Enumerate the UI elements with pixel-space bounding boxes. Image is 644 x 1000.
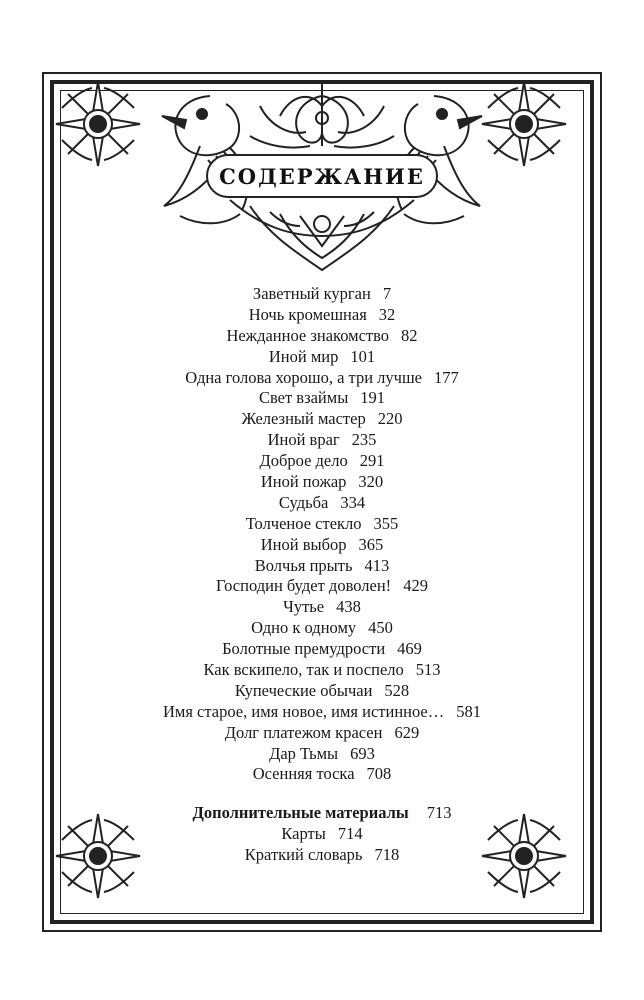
toc-entry-title: Свет взаймы — [258, 388, 349, 408]
corner-ornament-top-left — [52, 78, 144, 170]
toc-entry-title: Иной выбор — [260, 534, 347, 554]
toc-entry-page: 101 — [350, 346, 376, 366]
toc-entry-title: Железный мастер — [241, 409, 366, 429]
toc-entry-page: 581 — [456, 701, 482, 721]
toc-entry-title: Судьба — [278, 492, 329, 512]
toc-entry-page: 220 — [377, 409, 403, 429]
toc-entry-page: 629 — [394, 722, 420, 742]
toc-entry-title: Иной пожар — [260, 472, 347, 492]
toc-extra-title: Краткий словарь — [244, 845, 363, 864]
toc-entry-title: Ночь кромешная — [248, 304, 367, 324]
toc-entry-title: Одно к одному — [251, 618, 357, 638]
toc-entry-page: 693 — [350, 743, 375, 763]
toc-entry-page: 413 — [364, 555, 390, 575]
toc-entry-page: 513 — [415, 660, 441, 680]
toc-entry-page: 334 — [340, 492, 366, 512]
toc-entry-page: 429 — [403, 576, 428, 596]
title-plaque — [206, 154, 438, 198]
toc-entry-page: 82 — [401, 325, 418, 345]
toc-entry[interactable] — [60, 326, 584, 347]
toc-entry[interactable] — [60, 451, 584, 472]
toc-extra-heading[interactable] — [60, 802, 584, 823]
toc-extra-page: 713 — [426, 803, 452, 822]
toc-entry[interactable] — [60, 514, 584, 535]
toc-entry-page: 191 — [360, 388, 386, 408]
corner-ornament-top-right — [478, 78, 570, 170]
toc-entry-title: Купеческие обычаи — [234, 680, 373, 700]
toc-entry-title: Осенняя тоска — [252, 764, 355, 784]
toc-entry-title: Как вскипело, так и поспело — [203, 660, 404, 680]
page-title: СОДЕРЖАНИЕ — [219, 163, 425, 189]
toc-entry-page: 450 — [368, 618, 393, 638]
toc-entry-title: Заветный курган — [252, 284, 371, 303]
toc-entry-page: 177 — [433, 367, 459, 387]
toc-entry-title: Господин будет доволен! — [216, 576, 392, 596]
toc-entry-page: 528 — [384, 680, 410, 700]
toc-entry-page: 235 — [351, 430, 377, 450]
toc-entry-page: 355 — [373, 513, 399, 533]
toc-entry-page: 708 — [366, 764, 392, 784]
toc-entry[interactable] — [60, 472, 584, 493]
toc-extra-entry[interactable] — [60, 823, 584, 844]
toc-entry-page: 365 — [358, 534, 384, 554]
toc-entry[interactable] — [60, 660, 584, 681]
toc-entry-title: Одна голова хорошо, а три лучше — [185, 367, 422, 387]
toc-entry[interactable] — [60, 597, 584, 618]
table-of-contents — [60, 284, 584, 785]
central-vine-ornament — [250, 82, 394, 148]
toc-entry[interactable] — [60, 409, 584, 430]
toc-entry-title: Нежданное знакомство — [226, 325, 390, 345]
toc-entry[interactable] — [60, 576, 584, 597]
toc-entry[interactable] — [60, 493, 584, 514]
toc-extra-title: Дополнительные материалы — [192, 803, 409, 822]
toc-entry[interactable] — [60, 284, 584, 305]
toc-extra-page: 718 — [374, 845, 400, 864]
toc-entry-page: 291 — [359, 451, 385, 471]
toc-entry-title: Волчья прыть — [254, 555, 353, 575]
toc-extra-entry[interactable] — [60, 844, 584, 865]
toc-entry[interactable] — [60, 744, 584, 765]
toc-entry[interactable] — [60, 681, 584, 702]
toc-extra-title: Карты — [281, 824, 326, 843]
lower-pendant-ornament — [230, 200, 414, 270]
toc-extra-page: 714 — [337, 824, 363, 843]
toc-entry[interactable] — [60, 764, 584, 785]
supplementary-contents — [60, 802, 584, 865]
toc-entry-page: 320 — [358, 472, 384, 492]
toc-entry[interactable] — [60, 430, 584, 451]
toc-entry[interactable] — [60, 368, 584, 389]
toc-entry-title: Толченое стекло — [245, 513, 362, 533]
toc-entry[interactable] — [60, 305, 584, 326]
toc-entry[interactable] — [60, 535, 584, 556]
toc-entry[interactable] — [60, 639, 584, 660]
toc-entry-title: Иной мир — [268, 346, 339, 366]
toc-entry-title: Имя старое, имя новое, имя истинное… — [162, 701, 445, 721]
toc-entry[interactable] — [60, 556, 584, 577]
toc-entry[interactable] — [60, 388, 584, 409]
toc-entry-title: Иной враг — [267, 430, 340, 450]
toc-entry-title: Болотные премудрости — [222, 639, 386, 659]
toc-entry-page: 32 — [378, 304, 396, 324]
toc-entry[interactable] — [60, 702, 584, 723]
toc-entry-title: Чутье — [283, 597, 325, 617]
toc-entry-title: Долг платежом красен — [224, 722, 383, 742]
toc-entry-title: Доброе дело — [259, 451, 348, 471]
toc-entry[interactable] — [60, 618, 584, 639]
toc-entry-page: 438 — [336, 597, 361, 617]
toc-entry[interactable] — [60, 347, 584, 368]
toc-entry-title: Дар Тьмы — [269, 743, 339, 763]
toc-entry-page: 7 — [382, 284, 392, 303]
toc-entry[interactable] — [60, 723, 584, 744]
toc-entry-page: 469 — [397, 639, 422, 659]
